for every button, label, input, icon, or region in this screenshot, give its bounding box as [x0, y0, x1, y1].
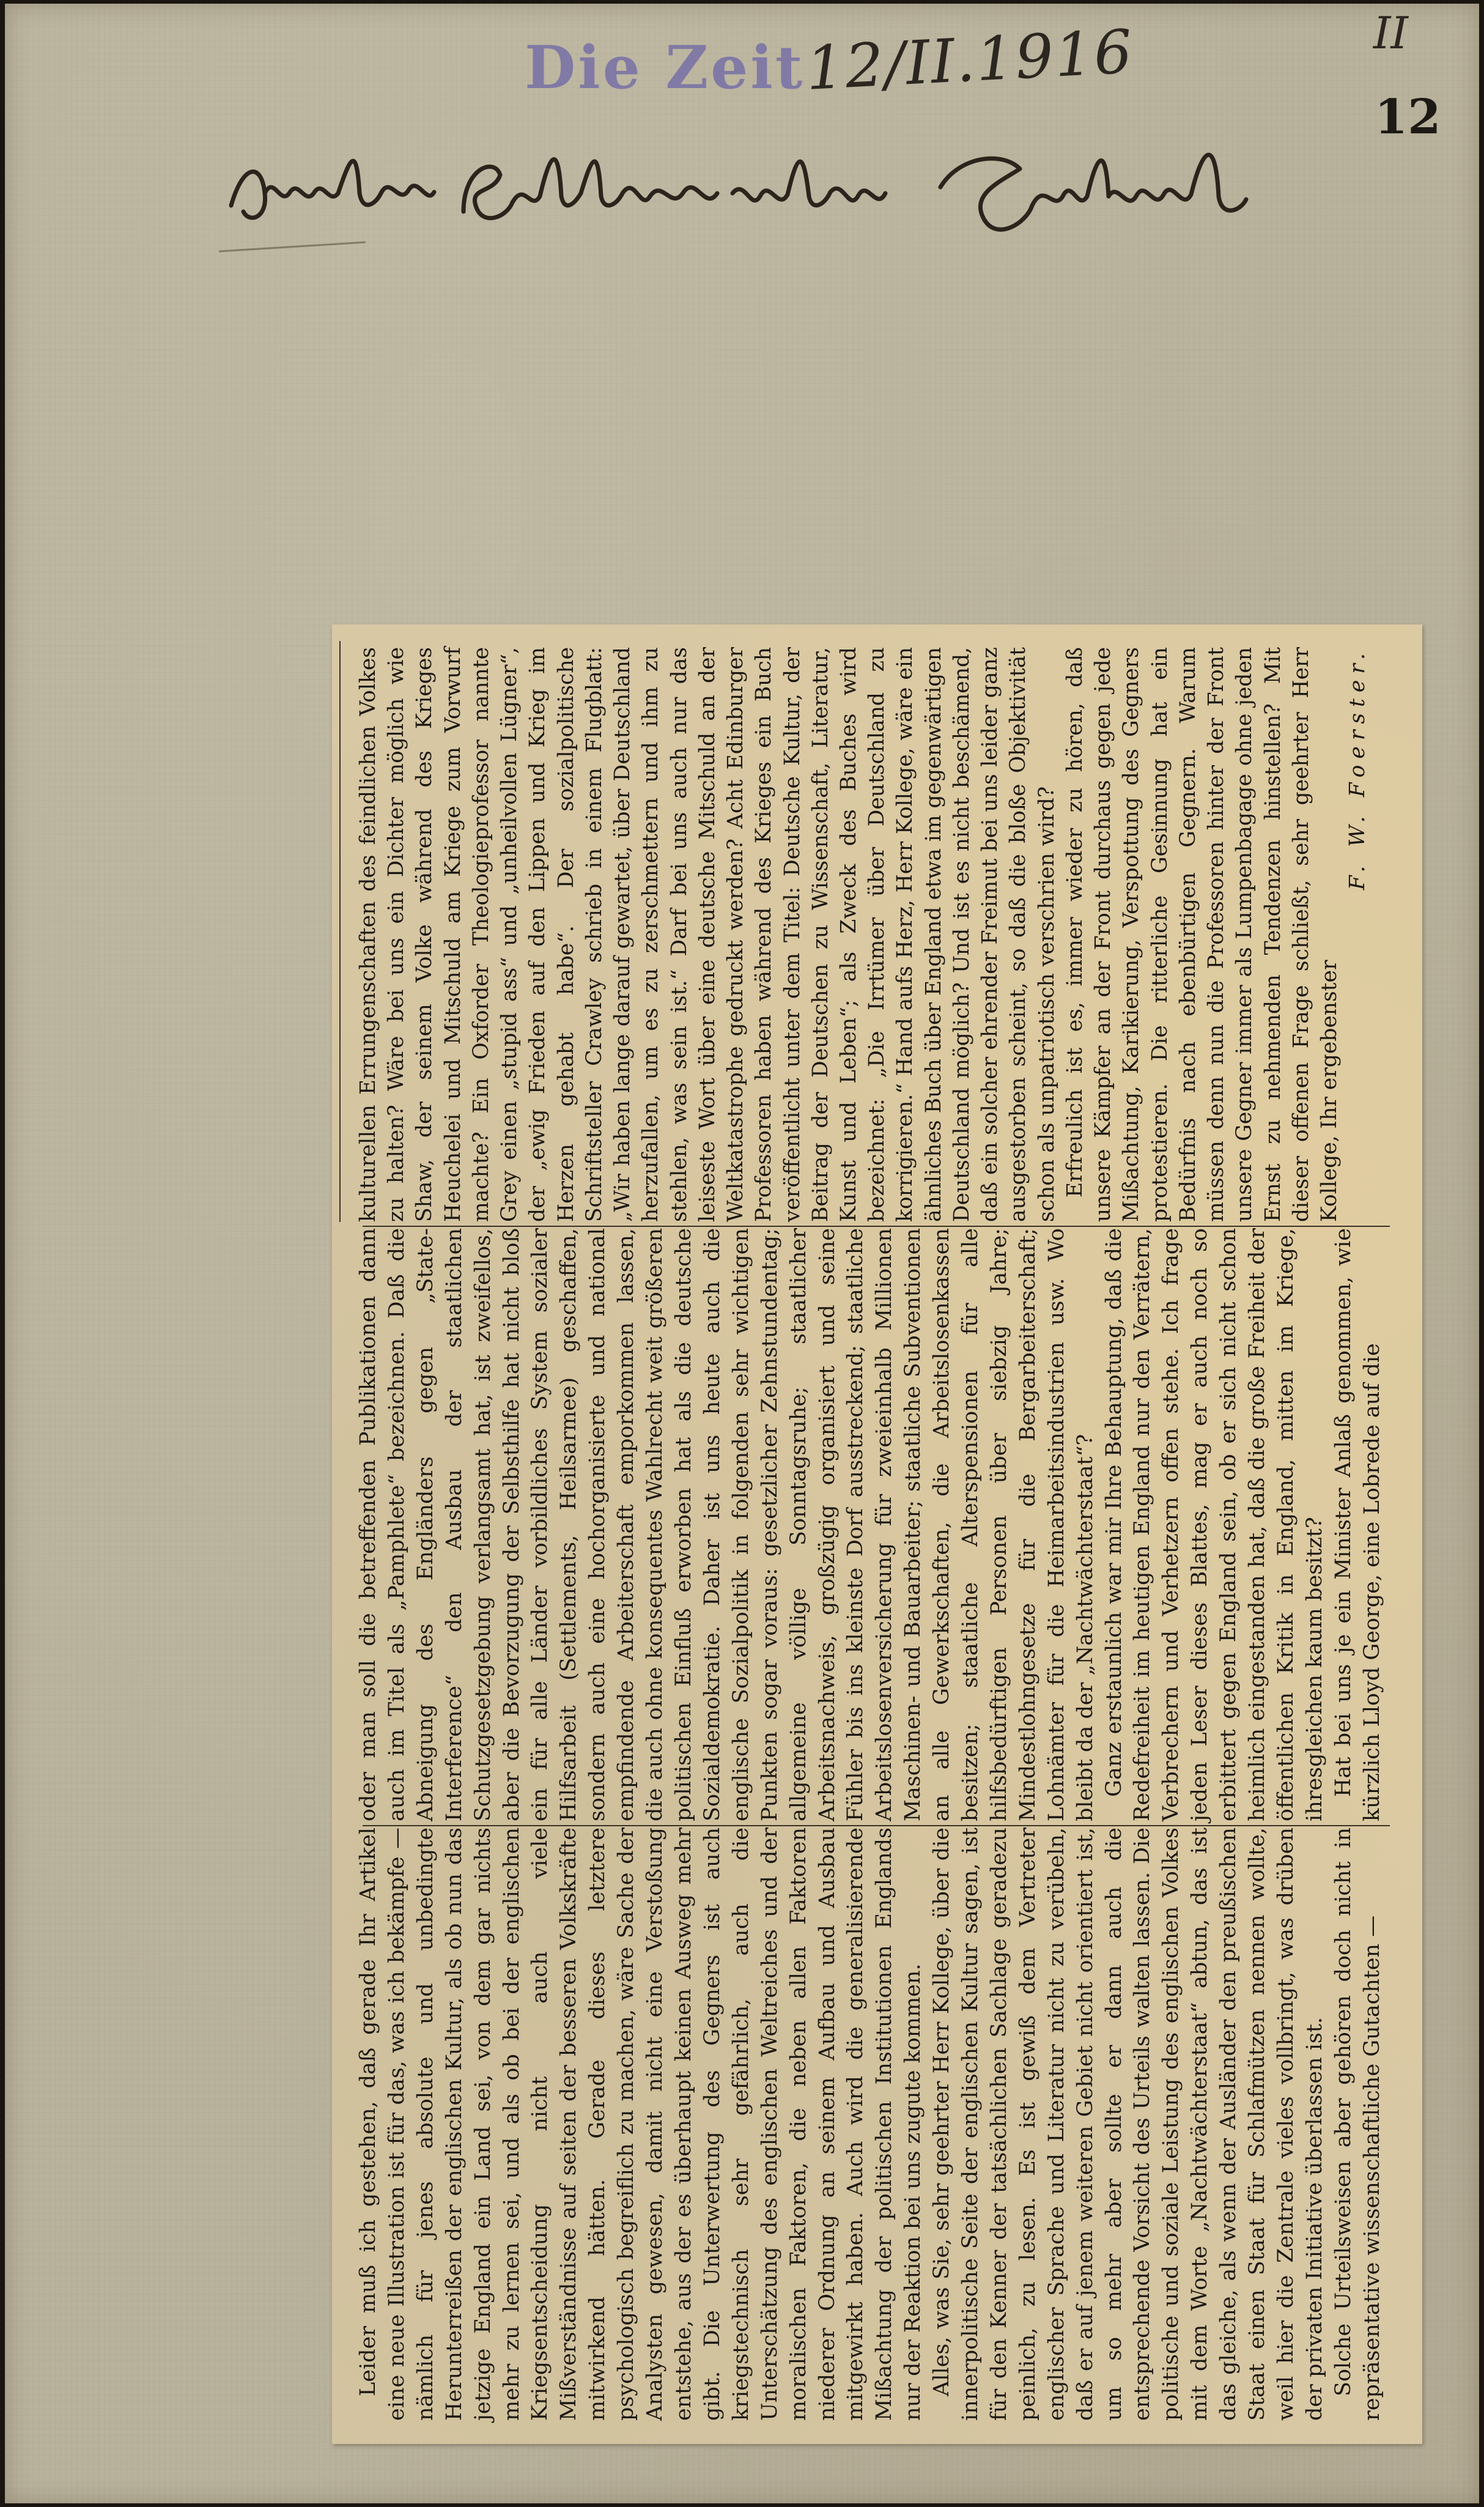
paragraph: kulturellen Errungenschaften des feindlichen Volkes zu halten? Wäre bei uns ein Dichter möglich wie Shaw, der seinem Volke während des Krieges Heuchelei und Mitschuld am Kriege zum Vorwurf machte? Ein Oxforder Theologieprofessor nannte Grey einen „stupid ass“ und „unheilvollen Lügner“, der „ewig Frieden auf den Lippen und Krieg im Herzen gehabt habe“. Der sozialpolitische Schriftsteller Crawley schrieb in einem Flugblatt: „Wir haben lange darauf gewartet, über Deutschland herzufallen, um es zu zerschmettern und ihm zu stehlen, was sein ist.“ Darf bei uns auch nur das leiseste Wort über eine deutsche Mitschuld an der Weltkatastrophe gedruckt werden? Acht Edinburger Professoren haben während des Krieges ein Buch veröffentlicht unter dem Titel: Deutsche Kultur, der Beitrag der Deutschen zu Wissenschaft, Literatur, Kunst und Leben“; als Zweck des Buches wird bezeichnet: „Die Irrtümer über Deutschland zu korrigieren.“ Hand aufs Herz, Herr Kollege, wäre ein ähnliches Buch über England etwa im gegenwärtigen Deutschland möglich? Und ist es nicht beschämend, daß ein solcher ehrender Freimut bei uns leider ganz ausgestorben scheint, so daß die bloße Objektivität schon als unpatriotisch verschrien wird? [356, 647, 1059, 1222]
paragraph: Leider muß ich gestehen, daß gerade Ihr Artikel eine neue Illustration ist für das, was ich bekämpfe — nämlich für jenes absolute und unbedingte Herunterreißen der englischen Kultur, als ob nun das jetzige England ein Land sei, von dem gar nichts mehr zu lernen sei, und als ob bei der englischen Kriegsentscheidung nicht auch viele Mißverständnisse auf seiten der besseren Volkskräfte mitwirkend hätten. Gerade dieses letztere psychologisch begreiflich zu machen, wäre Sache der Analysten gewesen, damit nicht eine Verstoßung entstehe, aus der es überhaupt keinen Ausweg mehr gibt. Die Unterwertung des Gegners ist auch kriegstechnisch sehr gefährlich, auch die Unterschätzung des englischen Weltreiches und der moralischen Faktoren, die neben allen Faktoren niederer Ordnung an seinem Aufbau und Ausbau mitgewirkt haben. Auch wird die generalisierende Mißachtung der politischen Institutionen Englands nur der Reaktion bei uns zugute kommen. [356, 1827, 926, 2421]
newspaper-stamp: Die Zeit [525, 33, 805, 102]
top-rule [339, 641, 341, 1222]
paragraph: oder man soll die betreffenden Publikationen dann auch im Titel als „Pamphlete“ bezeichnen. Daß die Abneigung des Engländers gegen „State-Interference“ den Ausbau der staatlichen Schutzgesetzgebung verlangsamt hat, ist zweifellos, aber die Bevorzugung der Selbsthilfe hat nicht bloß ein für alle Länder vorbildliches System sozialer Hilfsarbeit (Settlements, Heilsarmee) geschaffen, sondern auch eine hochorganisierte und national empfindende Arbeiterschaft emporkommen lassen, die auch ohne konsequentes Wahlrecht weit größeren politischen Einfluß erworben hat als die deutsche Sozialdemokratie. Daher ist uns heute auch die englische Sozialpolitik in folgenden sehr wichtigen Punkten sogar voraus: gesetzlicher Zehnstundentag; allgemeine völlige Sonntagsruhe; staatlicher Arbeitsnachweis, großzügig organisiert und seine Fühler bis ins kleinste Dorf ausstreckend; staatliche Arbeitslosenversicherung für zweieinhalb Millionen Maschinen- und Bauarbeiter; staatliche Subventionen an alle Gewerkschaften, die Arbeitslosenkassen besitzen; staatliche Alterspensionen für alle hilfsbedürftigen Personen über siebzig Jahre; Mindestlohngesetze für die Bergarbeiterschaft; Lohnämter für die Heimarbeitsindustrien usw. Wo bleibt da der „Nachtwächterstaat“? [356, 1228, 1098, 1821]
archive-sheet [5, 4, 1479, 2503]
handwritten-title [207, 120, 1258, 261]
article-column-1 [354, 1821, 1400, 2427]
paragraph: Hat bei uns je ein Minister Anlaß genommen, wie kürzlich Lloyd George, eine Lobrede auf die [1331, 1228, 1384, 1821]
handwritten-title-script-icon [207, 120, 1258, 261]
page-number: 12 [1375, 89, 1441, 145]
article-column-3 [354, 641, 1400, 1228]
newspaper-clipping [332, 624, 1422, 2444]
article-column-2 [354, 1222, 1400, 1827]
paragraph: Ganz erstaunlich war mir Ihre Behauptung, daß die Redefreiheit im heutigen England nur den Verrätern, Verbrechern und Verhetzern offen stehe. Ich frage jeden Leser dieses Blattes, mag er auch noch so erbittert gegen England sein, ob er sich nicht schon heimlich eingestanden hat, daß die große Freiheit der öffentlichen Kritik in England, mitten im Kriege, ihresgleichen kaum besitzt? [1101, 1228, 1327, 1821]
clipping-text-block [332, 624, 1422, 2444]
paragraph: Alles, was Sie, sehr geehrter Herr Kollege, über die innerpolitische Seite der englischen Kultur sagen, ist für den Kenner der tatsächlichen Sachlage geradezu peinlich, zu lesen. Es ist gewiß dem Vertreter englischer Sprache und Literatur nicht zu verübeln, daß er auf jenem weiteren Gebiet nicht orientiert ist, um so mehr aber sollte er dann auch die entsprechende Vorsicht des Urteils walten lassen. Die politische und soziale Leistung des englischen Volkes mit dem Worte „Nachtwächterstaat“ abtun, das ist das gleiche, als wenn der Ausländer den preußischen Staat einen Staat für Schlafmützen nennen wollte, weil hier die Zentrale vieles vollbringt, was drüben der privaten Initiative überlassen ist. [929, 1827, 1327, 2421]
author-signature: F. W. Foerster. [1345, 647, 1370, 891]
roman-numeral: II [1373, 7, 1408, 59]
handwritten-date: 12/II.1916 [804, 17, 1135, 104]
paragraph: Solche Urteilsweisen aber gehören doch nicht in repräsentative wissenschaftliche Gutachten — [1331, 1827, 1384, 2421]
paragraph: Erfreulich ist es, immer wieder zu hören, daß unsere Kämpfer an der Front durchaus gegen jede Mißachtung, Karikierung, Verspottung des Gegners protestieren. Die ritterliche Gesinnung hat ein Bedürfnis nach ebenbürtigen Gegnern. Warum müssen denn nun die Professoren hinter der Front unsere Gegner immer als Lumpenbagage ohne jeden Ernst zu nehmenden Tendenzen hinstellen? Mit dieser offenen Frage schließt, sehr geehrter Herr Kollege, Ihr ergebenster [1062, 647, 1342, 1222]
